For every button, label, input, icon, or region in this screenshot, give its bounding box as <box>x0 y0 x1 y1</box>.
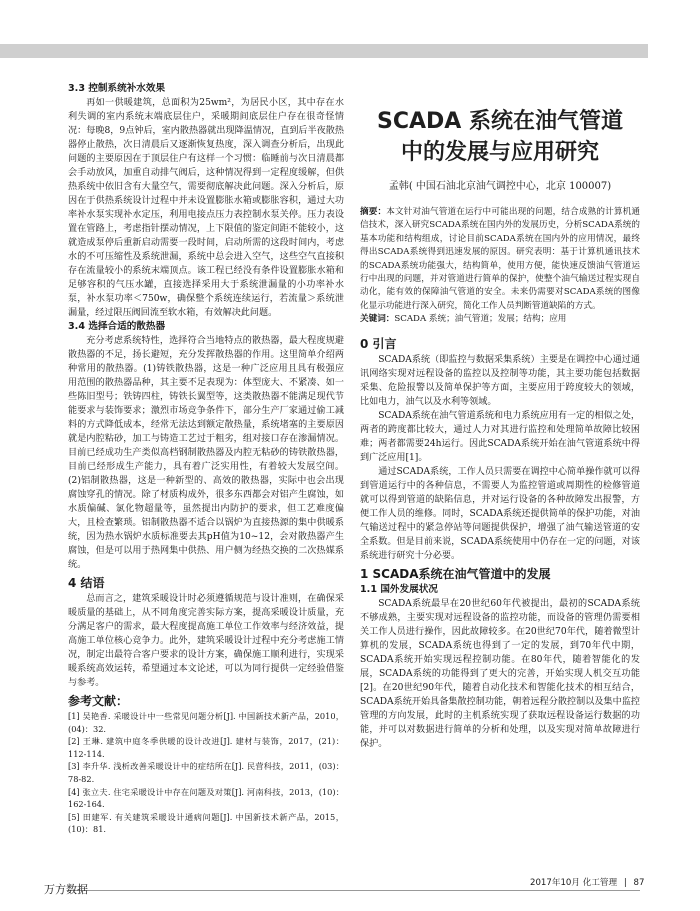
section-0-paragraph-2: SCADA系统在油气管道系统和电力系统应用有一定的相似之处，两者的跨度都比较大，通过人力对其进行监控和处理简单故障比较困难；两者都需要24h运行。因此SCADA系统开始在油气管道系统中得到广泛应用[1]。 <box>360 410 640 463</box>
title-line-1: SCADA 系统在油气管道 <box>377 109 623 134</box>
section-1-heading: 1 SCADA系统在油气管道中的发展 <box>360 566 551 581</box>
journal-name: 化工管理 <box>582 878 618 888</box>
section-0-paragraph-1: SCADA系统（即监控与数据采集系统）主要是在调控中心通过通讯网络实现对远程设备的监控以及控制等功能，其主要功能包括数据采集、危险报警以及简单保护等方面，主要应用于跨度较大的领域，比如电力，油气以及水利等领域。 <box>360 354 640 407</box>
reference-item: [2] 王琳. 建筑中庭冬季供暖的设计改进[J]. 建材与装饰，2017，(21)：112-114. <box>68 736 344 759</box>
reference-item: [4] 张立夫. 住宅采暖设计中存在问题及对策[J]. 河南科技，2013，(10)：162-164. <box>68 786 344 810</box>
reference-item: [3] 李升华. 浅析改善采暖设计中的症结所在[J]. 民营科技，2011，(03)：78-82. <box>68 761 344 784</box>
section-4-heading: 4 结语 <box>68 576 105 590</box>
section-1-1-heading: 1.1 国外发展状况 <box>360 583 438 595</box>
reference-item: [1] 吴艳香. 采暖设计中一些常见问题分析[J]. 中国新技术新产品，2010，(04)：32. <box>68 711 344 734</box>
footer-separator: | <box>623 878 627 888</box>
section-3-3-paragraph: 再如一供暖建筑，总面积为25wm²，为居民小区，其中存在水利失调的室内系统末端底层住户，采暖期间底层住户存在很奇怪情况：每晚8，9点钟后，室内散热器就出现降温情况，直到后半夜散热器停止散热，次日清晨后又逐渐恢复热度，深入调查分析后，出现此问题的主要原因在于顶层住户有这样一个习惯：临睡前与次日清晨都会手动放风，加重自动排气阀后，这种情况得到一定程度缓解，但供热系统中依旧含有大量空气，需要彻底解决此问题。深入分析后，原因在于供热系统设计过程中并未设置膨胀水箱或膨胀容积，通过大功率补水泵实现补水定压，利用电接点压力表控制水泵关停。压力表设置在管路上，考虑指针摆动情况，上下限值的鉴定间距不能较小，这就造成泵停后重新启动需要一段时间，启动所需的这段时间内，考虑水的不可压缩性及系统泄漏，系统中总会进入空气，这些空气直接积存在流量较小的系统末端顶点。该工程已经没有条件设置膨胀水箱和足够容积的气压水罐，直接选择采用大于系统泄漏量的小功率补水泵，补水泵功率＜750w，确保整个系统连续运行，若流量＞系统泄漏量，经过限压阀回流至软水箱，有效解决此问题。 <box>68 98 344 318</box>
abstract-text: 本文针对油气管道在运行中可能出现的问题，结合成熟的计算机通信技术，深入研究SCADA系统在国内外的发展历史，分析SCADA系统的基本功能和结构组成，讨论目前SCADA系统在国内外的应用情况，最终得出SCADA系统得到迅速发展的原因。研究表明：基于计算机通讯技术的SCADA系统功能强大，结构简单，使用方便，能快速反馈油气管道运行中出现的问题，并对管道进行简单的保护，使整个油气输送过程实现自动化，能有效的保障油气管道的安全。未来仍需要对SCADA系统的图像化显示功能进行深入研究，简化工作人员判断管道缺陷的方式。 <box>360 207 640 311</box>
keywords-label: 关键词： <box>360 314 395 325</box>
issue-date: 2017年10月 <box>530 878 580 888</box>
references-heading: 参考文献： <box>68 694 129 708</box>
source-watermark: 万方数据 <box>44 883 88 896</box>
section-1-1-paragraph: SCADA系统最早在20世纪60年代被提出，最初的SCADA系统不够成熟，主要实现对远程设备的监控功能，而设备的管理仍需要相关工作人员进行操作，因此故障较多。在20世纪70年代，随着微型计算机的发展，SCADA系统也得到了一定的发展，到70年代中期，SCADA系统开始实现远程控制功能。在80年代，随着智能化的发展，SCADA系统的功能得到了更大的完善，开始实现人机交互功能[2]。在20世纪90年代，随着自动化技术和智能化技术的相互结合，SCADA系统开始具备集散控制功能，朝着远程分散控制以及集中监控管理的方向发展，此时的主机系统实现了获取远程设备运行数据的功能，并可以对数据进行简单的分析和处理，以及实现对简单故障进行保护。 <box>360 598 640 749</box>
right-column <box>360 82 640 751</box>
page-footer <box>530 876 644 888</box>
references-list <box>68 710 344 836</box>
header-bar <box>0 44 648 58</box>
section-3-3-heading: 3.3 控制系统补水效果 <box>68 83 166 94</box>
section-0-heading: 0 引言 <box>360 336 397 351</box>
section-4-paragraph: 总而言之，建筑采暖设计时必须遵循规范与设计准则，在确保采暖质量的基础上，从不同角度完善实际方案，提高采暖设计质量，充分满足客户的需求，最大程度提高施工单位工作效率与经济效益，提高施工单位核心竞争力。此外，建筑采暖设计过程中充分考虑施工情况，制定出最符合客户要求的设计方案，确保施工顺利进行，实现采暖系统高效运转，希望通过本文论述，可以为同行提供一定经验借鉴与参考。 <box>68 594 344 688</box>
section-3-4-paragraph: 充分考虑系统特性，选择符合当地特点的散热器，最大程度规避散热器的不足，扬长避短，充分发挥散热器的作用。这里简单介绍两种常用的散热器。(1)铸铁散热器，这是一种广泛应用且具有极强应用范围的散热器品种，其主要不足表现为：体型庞大、不紧凑、如一些陈旧型号；铁铸四柱，铸铁长翼型等，这类散热器不能满足现代节能要求与装饰要求；激烈市场竞争条件下，部分生产厂家通过偷工减料的方式降低成本，经常无法达到额定散热量，系统堵塞的主要原因就是内腔粘砂，加工与铸造工艺过于粗劣，组对接口存在渗漏情况。目前已经成功生产类似高档钢制散热器及内腔无粘砂的铸铁散热器，目前已经形成生产能力，具有着广泛实用性，有着较大发展空间。(2)铝制散热器，这是一种新型的、高效的散热器，实际中也会出现腐蚀穿孔的情况。除了材质构成外，很多东西都会对铝产生腐蚀，如水质偏碱、氯化物超量等，虽然提出内防护的要求，但工艺难度偏大，且检查繁琐。铝制散热器不适合以锅炉为直接热源的集中供暖系统，因为热水锅炉水质标准要去其pH值为10~12，会对散热器产生腐蚀，但是可以用于热网集中供热、用户侧为经热交换的二次热媒系统。 <box>68 336 344 570</box>
keywords-text: SCADA 系统；油气管道；发展；结构；应用 <box>394 314 567 325</box>
article-title <box>360 106 640 168</box>
page-number: 87 <box>633 878 645 888</box>
section-0-paragraph-3: 通过SCADA系统，工作人员只需要在调控中心简单操作就可以得到管道运行中的各种信息，不需要人为监控管道或周期性的检修管道就可以得到管道的缺陷信息，并对运行设备的各种故障发出报警，方便工作人员的维修。同时，SCADA系统还提供简单的保护功能，对油气输送过程中的紧急停站等问题提供保护，增强了油气输送管道的安全系数。但是目前来说，SCADA系统使用中仍存在一定的问题，对该系统进行研究十分必要。 <box>360 466 640 561</box>
footer-rule <box>68 890 640 891</box>
abstract-label: 摘要： <box>360 207 387 217</box>
left-column <box>68 82 344 836</box>
keywords <box>360 313 640 326</box>
author-line: 孟韩( 中国石油北京油气调控中心，北京 100007) <box>388 181 612 192</box>
reference-item: [5] 田建军. 有关建筑采暖设计通病问题[J]. 中国新技术新产品，2015，(10)：81. <box>68 811 344 835</box>
section-3-4-heading: 3.4 选择合适的散热器 <box>68 321 166 332</box>
abstract <box>360 206 640 313</box>
title-line-2: 中的发展与应用研究 <box>400 140 599 165</box>
